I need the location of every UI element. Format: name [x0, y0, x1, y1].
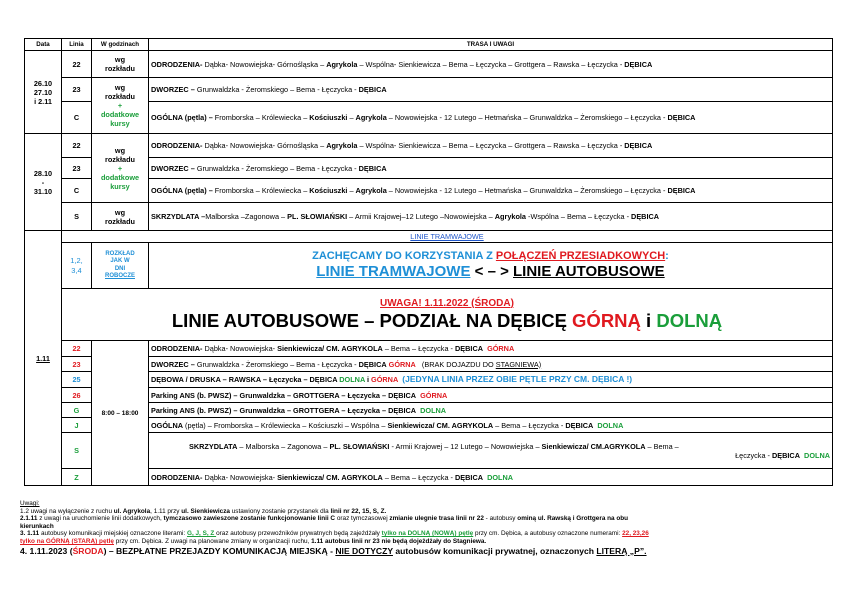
tram-lines-link[interactable]: LINIE TRAMWAJOWE: [62, 231, 833, 243]
note-part: ul. Agrykola: [113, 507, 151, 515]
route-cell: [149, 134, 833, 158]
split-title: [64, 310, 830, 332]
route-text: Grunwaldzka - Żeromskiego – Bema - Łęczycka -: [194, 163, 359, 173]
route-end: DĘBICA: [455, 344, 483, 353]
note-part: zmianie ulegnie trasa linii nr 22: [389, 515, 484, 523]
route-stop: Agrykola: [355, 186, 387, 195]
encourage-part: ZACHĘCAMY DO KORZYSTANIA Z: [312, 250, 496, 262]
route-end: DĘBICA: [358, 163, 387, 173]
destination-tag: DOLNA: [339, 375, 365, 384]
table-row: [25, 134, 833, 158]
route-end: DĘBICA: [565, 420, 594, 430]
route-end: DĘBICA: [624, 59, 653, 69]
destination-tag: GÓRNA: [388, 359, 416, 369]
tram-schedule-note: [92, 243, 149, 289]
line-number: 23: [62, 357, 92, 372]
route-cell: [149, 179, 833, 203]
route-cell: [149, 78, 833, 102]
note-part: G, J, S, Z: [186, 530, 217, 538]
route-end: DĘBICA: [358, 359, 387, 369]
route-stop: Agrykola: [326, 141, 358, 150]
split-banner: [62, 289, 833, 341]
route-cell: [149, 102, 833, 134]
warning-text: UWAGA! 1.11.2022 (ŚRODA): [380, 297, 514, 309]
table-row: [25, 341, 833, 357]
destination-tag: DOLNA: [420, 405, 447, 415]
table-row: [25, 243, 833, 289]
note-part: ) – BEZPŁATNE PRZEJAZDY KOMUNIKACJĄ MIEJSKĄ -: [103, 545, 336, 556]
route-text: – Armii Krajowej–12 Lutego –Nowowiejska –: [347, 212, 495, 221]
line-number: 22: [62, 51, 92, 78]
note-part: autobusy komunikacji miejskiej oznaczone literami:: [39, 530, 187, 538]
route-text: – Bema – Łęczycka -: [382, 472, 456, 482]
header-route: TRASA I UWAGI: [149, 39, 833, 51]
split-part: DOLNĄ: [656, 309, 723, 331]
date-line: 31.10: [33, 186, 53, 196]
route-text: –: [347, 113, 356, 122]
route-stop: PL. SŁOWIAŃSKI: [329, 441, 390, 451]
route-text: Grunwaldzka - Żeromskiego – Bema - Łęczycka -: [194, 359, 359, 369]
route-text: Malborska –Zagonowa –: [205, 212, 288, 221]
route-text: –: [347, 186, 356, 195]
transfer-part: < – >: [470, 263, 514, 280]
destination-tag: GÓRNA: [487, 344, 515, 353]
schedule-note: [92, 51, 149, 78]
tram-line: 3,4: [71, 265, 82, 275]
route-end: DĘBICA: [667, 186, 696, 195]
route-text: - Armii Krajowej – 12 Lutego – Nowowiejska –: [389, 441, 542, 451]
route-text: Dąbka- Nowowiejska- Górnośląska –: [202, 141, 327, 150]
wg: wg: [114, 55, 126, 64]
route-text: – Malborska – Zagonowa –: [237, 441, 330, 451]
split-part: LINIE AUTOBUSOWE – PODZIAŁ NA DĘBICĘ: [171, 309, 573, 331]
tram-note: DNI: [114, 265, 126, 272]
route-text: – Bema – Łęczycka -: [493, 420, 566, 430]
date-line: 27.10: [33, 87, 53, 97]
note-part: 1.2 uwagi na wyłączenie z ruchu: [20, 507, 114, 515]
route-end: DĘBICA: [631, 212, 660, 221]
note-part: tymczasowo zawieszone zostanie funkcjonowanie linii C: [163, 515, 336, 523]
note-part: przy cm. Dębica. Z uwagi na planowane zmiany w organizacji ruchu,: [113, 537, 312, 545]
route-text: Dąbka- Nowowiejska- Górnośląska –: [202, 59, 327, 69]
destination-tag: DOLNA: [597, 420, 624, 430]
route-note: (BRAK DOJAZDU DO: [421, 359, 496, 369]
transfer-part: LINIE TRAMWAJOWE: [316, 263, 471, 280]
destination-tag: DOLNA: [804, 450, 830, 460]
route-start: ODRODZENIA-: [151, 59, 203, 69]
note-3: [20, 530, 835, 538]
line-number: Z: [62, 469, 92, 486]
destination-tag: DOLNA: [487, 472, 514, 482]
route-cell: [149, 51, 833, 78]
schedule-table: [24, 38, 833, 486]
route-start: SKRZYDLATA –: [151, 212, 206, 221]
route-start: SKRZYDLATA: [189, 441, 238, 451]
route-cell: [149, 403, 833, 418]
date-cell: [25, 51, 62, 134]
line-number: 25: [62, 372, 92, 388]
note-part: ominą ul. Rawską i Grottgera na obu: [517, 515, 629, 523]
notes-section: [20, 500, 835, 556]
route-start: OGÓLNA (pętla) –: [151, 186, 213, 195]
line-number: S: [62, 203, 92, 231]
note-4: [20, 546, 835, 556]
route-start: DĘBOWA / DRUSKA – RAWSKA – Łęczycka – DĘBICA: [151, 375, 340, 384]
route-note: STAGNIEWA): [495, 359, 542, 369]
wg: +: [117, 163, 123, 173]
route-cell: [149, 418, 833, 433]
date-cell: [25, 134, 62, 231]
route-start: DWORZEC –: [151, 359, 195, 369]
route-cell: [149, 469, 833, 486]
wg: kursy: [110, 119, 130, 128]
note-part: ustawiony zostanie przystanek dla: [229, 507, 331, 515]
note-part: z uwagi na uruchomienie linii dodatkowych,: [37, 515, 164, 523]
wg: kursy: [110, 181, 130, 191]
line-number: G: [62, 403, 92, 418]
note-part: - autobusy: [483, 515, 518, 523]
encourage-part: :: [665, 250, 669, 262]
line-number: S: [62, 433, 92, 469]
route-text: (pętla) – Fromborska – Królewiecka – Kościuszki – Wspólna –: [183, 420, 388, 430]
route-end: DĘBICA: [388, 405, 417, 415]
destination-tag: GÓRNA: [420, 390, 448, 400]
route-text: Fromborska – Królewiecka –: [212, 113, 310, 122]
wg: wg: [114, 145, 126, 155]
route-text: – Bema – Łęczycka -: [382, 344, 456, 353]
note-part: oraz tymczasowej: [335, 515, 390, 523]
table-row: [25, 51, 833, 78]
header-row: [25, 39, 833, 51]
route-stop: Sienkiewicza/ CM.AGRYKOLA: [541, 441, 646, 451]
route-start: ODRODZENIA-: [151, 344, 203, 353]
note-part: przy cm. Dębica, a autobusy oznaczone numerami:: [473, 530, 623, 538]
wg: rozkładu: [104, 64, 135, 73]
note-part: tylko na GÓRNĄ (STARĄ) pętlę: [20, 537, 114, 545]
line-number: C: [62, 102, 92, 134]
route-text: Grunwaldzka - Żeromskiego – Bema - Łęczycka -: [194, 85, 359, 94]
route-end: DĘBICA: [388, 390, 417, 400]
route-text: – Wspólna- Sienkiewicza – Bema – Łęczycka – Grottgera – Rawska – Łęczycka -: [357, 59, 625, 69]
route-stop: Agrykola: [494, 212, 526, 221]
tram-note: ROZKŁAD: [105, 250, 135, 257]
route-end: DĘBICA: [358, 85, 387, 94]
line-number: 23: [62, 78, 92, 102]
route-stop: Kościuszki: [309, 113, 348, 122]
date-line: 28.10: [33, 168, 53, 178]
note-3-cont: [20, 538, 835, 546]
route-start: ODRODZENIA-: [151, 472, 203, 482]
route-stop: Agrykola: [326, 59, 358, 69]
table-row: [25, 203, 833, 231]
route-stop: Sienkiewicza/ CM. AGRYKOLA: [387, 420, 494, 430]
note-part: , 1.11 przy: [150, 507, 182, 515]
line-number: 26: [62, 388, 92, 403]
note-part: 3. 1.11: [20, 530, 40, 538]
line-number: 22: [62, 134, 92, 158]
hours-cell: 8:00 – 18:00: [92, 341, 149, 486]
route-end: DĘBICA: [455, 472, 483, 482]
wg: wg: [114, 207, 126, 217]
route-stop: Sienkiewicza/ CM. AGRYKOLA: [277, 472, 383, 482]
route-cell: [149, 357, 833, 372]
note-part: oraz autobusy przewoźników prywatnych będą zajeżdżały: [216, 530, 382, 538]
note-2: [20, 515, 835, 523]
wg: dodatkowe: [100, 110, 140, 119]
route-cell: [149, 372, 833, 388]
route-text: – Wspólna- Sienkiewicza – Bema – Łęczycka – Grottgera – Rawska – Łęczycka -: [357, 141, 625, 150]
route-text: Dąbka- Nowowiejska-: [202, 472, 278, 482]
tram-note: JAK W: [110, 258, 130, 264]
note-part: linii nr 22, 15, S, Z.: [330, 507, 387, 515]
destination-tag: GÓRNA: [371, 375, 399, 384]
route-start: Parking ANS (b. PWSZ) – Grunwaldzka – GROTTGERA – Łęczycka –: [151, 405, 389, 415]
wg: rozkładu: [104, 92, 135, 101]
route-text: Dąbka- Nowowiejska-: [202, 344, 278, 353]
wg: wg: [114, 83, 126, 92]
note-part: autobusów komunikacji prywatnej, oznaczonych: [392, 545, 597, 556]
route-start: OGÓLNA (pętla) –: [151, 113, 213, 122]
note-1: [20, 508, 835, 516]
note-part: ŚRODA: [72, 545, 104, 556]
wg: +: [117, 101, 123, 110]
route-text: – Nowowiejska - 12 Lutego – Hetmańska – Grunwaldzka – Żeromskiego – Łęczycka -: [386, 113, 668, 122]
schedule-note: [92, 134, 149, 203]
notes-title: Uwagi:: [20, 500, 40, 507]
header-hours: W godzinach: [92, 39, 149, 51]
route-text: Łęczycka -: [735, 450, 772, 460]
route-cell: [149, 158, 833, 179]
note-part: kierunkach: [20, 522, 54, 530]
route-text: Fromborska – Królewiecka –: [212, 186, 310, 195]
route-start: ODRODZENIA-: [151, 141, 203, 150]
encourage-part: POŁĄCZEŃ PRZESIADKOWYCH: [495, 250, 666, 262]
tram-line: 1,2,: [70, 255, 83, 265]
header-line: Linia: [62, 39, 92, 51]
route-stop: Kościuszki: [309, 186, 348, 195]
note-part: NIE DOTYCZY: [335, 545, 393, 556]
wg: dodatkowe: [100, 172, 140, 182]
route-end: DĘBICA: [772, 450, 800, 460]
note-part: 1.11 autobus linii nr 23 nie będą dojeżdżały do Stagniewa.: [311, 537, 487, 545]
route-stop: Sienkiewicza/ CM. AGRYKOLA: [277, 344, 383, 353]
note-part: ul. Sienkiewicza: [181, 507, 230, 515]
wg: rozkładu: [104, 154, 135, 164]
transfer-part: LINIE AUTOBUSOWE: [513, 263, 665, 280]
table-row: [25, 289, 833, 341]
tram-line-numbers: [62, 243, 92, 289]
line-number: C: [62, 179, 92, 203]
date-line: i 2.11: [34, 96, 52, 106]
route-cell: [149, 341, 833, 357]
transfer-banner: [149, 243, 833, 289]
split-part: i: [640, 309, 657, 331]
route-stop: PL. SŁOWIAŃSKI: [287, 212, 348, 221]
route-cell: [149, 433, 833, 469]
tram-note: ROBOCZE: [105, 273, 135, 279]
line-number: J: [62, 418, 92, 433]
route-start: DWORZEC –: [151, 85, 195, 94]
schedule-note: [92, 203, 149, 231]
schedule-note: [92, 78, 149, 134]
date-cell: 1.11: [25, 231, 62, 486]
route-line: [151, 451, 830, 460]
route-cell: [149, 203, 833, 231]
route-text: – Nowowiejska - 12 Lutego – Hetmańska – Grunwaldzka – Żeromskiego – Łęczycka -: [386, 186, 668, 195]
note-part: tylko na DOLNĄ (NOWĄ) pętlę: [381, 530, 474, 538]
route-stop: Agrykola: [355, 113, 387, 122]
table-row: [25, 231, 833, 243]
line-number: 22: [62, 341, 92, 357]
route-text: i: [364, 375, 372, 384]
route-line: [151, 442, 830, 451]
split-part: GÓRNĄ: [572, 309, 641, 331]
table-row: [25, 78, 833, 102]
route-text: – Bema –: [645, 441, 679, 451]
route-start: DWORZEC –: [151, 163, 195, 173]
route-text: -Wspólna – Bema – Łęczycka -: [526, 212, 632, 221]
route-end: DĘBICA: [667, 113, 696, 122]
date-line: -: [41, 177, 45, 187]
route-note: (JEDYNA LINIA PRZEZ OBIE PĘTLE PRZY CM. DĘBICA !): [402, 374, 633, 384]
route-cell: [149, 388, 833, 403]
note-part: 2.1.11: [20, 515, 38, 523]
note-part: 22, 23,26: [622, 530, 649, 538]
note-part: LITERĄ „P”.: [596, 545, 647, 556]
transfer-title: [151, 263, 830, 281]
note-part: 4. 1.11.2023 (: [20, 545, 73, 556]
route-start: Parking ANS (b. PWSZ) – Grunwaldzka – GROTTGERA – Łęczycka –: [151, 390, 389, 400]
line-number: 23: [62, 158, 92, 179]
route-end: DĘBICA: [624, 141, 653, 150]
date-line: 26.10: [33, 78, 53, 88]
header-date: Data: [25, 39, 62, 51]
wg: rozkładu: [104, 216, 135, 226]
encourage-text: [151, 250, 830, 263]
route-start: OGÓLNA: [151, 420, 184, 430]
